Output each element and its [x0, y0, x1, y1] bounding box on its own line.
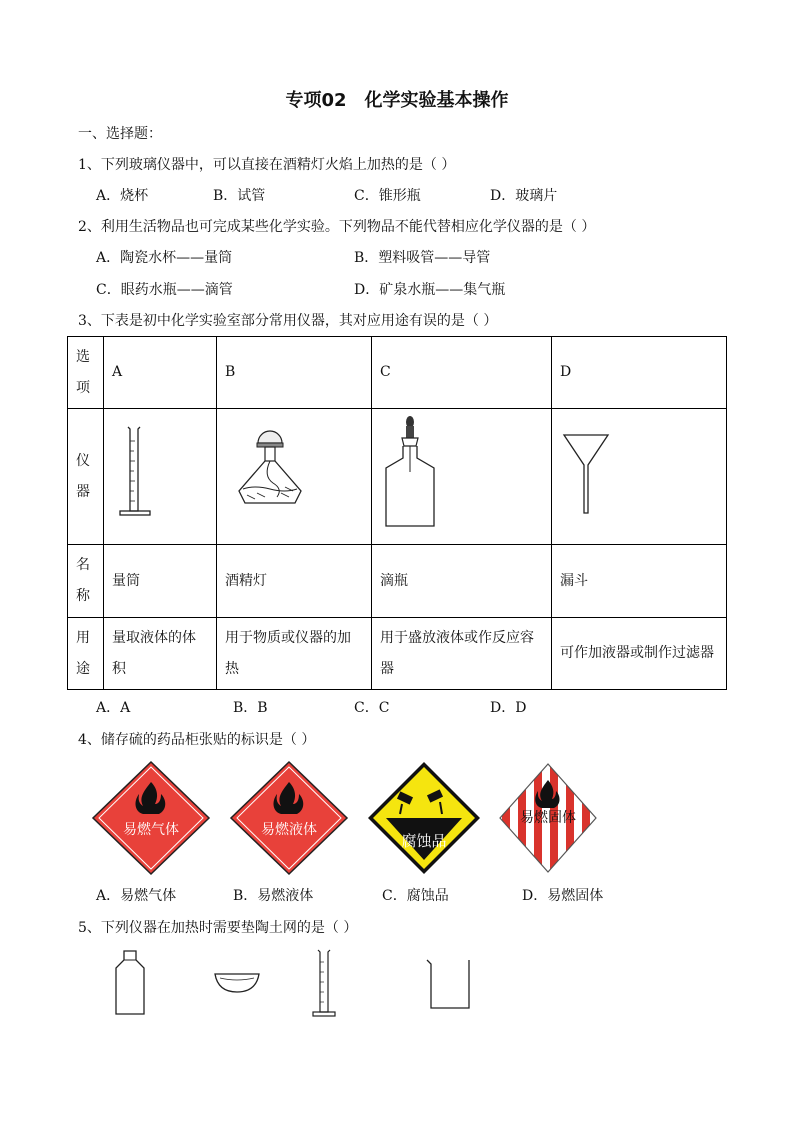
sign-label-gas: 易燃气体: [123, 822, 179, 838]
alcohol-lamp-icon: [225, 421, 315, 521]
cell-option-a: A: [104, 337, 217, 409]
flammable-gas-sign: [91, 760, 211, 876]
cell-image-b: [217, 409, 372, 545]
q1-option-c: C．锥形瓶: [354, 188, 421, 204]
q4-option-b: B．易燃液体: [233, 888, 314, 904]
q1-option-a: A．烧杯: [96, 188, 149, 204]
cell-name-b: 酒精灯: [217, 545, 372, 618]
cell-use-d: 可作加液器或制作过滤器: [552, 618, 727, 690]
cell-option-d: D: [552, 337, 727, 409]
cell-image-a: [104, 409, 217, 545]
q2-stem: 2、利用生活物品也可完成某些化学实验。下列物品不能代替相应化学仪器的是（ ）: [78, 219, 596, 235]
q4-option-c: C．腐蚀品: [382, 888, 449, 904]
q5-stem: 5、下列仪器在加热时需要垫陶土网的是（ ）: [78, 920, 358, 936]
q1-option-b: B．试管: [213, 188, 266, 204]
flammable-solid-sign: [496, 760, 600, 876]
instrument-table: [67, 336, 727, 690]
q2-option-d: D．矿泉水瓶——集气瓶: [354, 282, 506, 298]
cell-use-a: 量取液体的体积: [104, 618, 217, 690]
cell-name-d: 漏斗: [552, 545, 727, 618]
section-heading: 一、选择题：: [78, 126, 162, 142]
sign-label-liquid: 易燃液体: [261, 822, 317, 838]
q3-stem: 3、下表是初中化学实验室部分常用仪器，其对应用途有误的是（ ）: [78, 313, 498, 329]
q2-option-c: C．眼药水瓶——滴管: [96, 282, 233, 298]
row-label-instrument: 仪 器: [68, 409, 104, 545]
graduated-cylinder-icon: [112, 421, 172, 521]
cell-option-c: C: [372, 337, 552, 409]
evaporating-dish-icon: [212, 968, 262, 998]
row-label-name: 名 称: [68, 545, 104, 618]
q4-option-a: A．易燃气体: [96, 888, 177, 904]
cell-use-c: 用于盛放液体或作反应容器: [372, 618, 552, 690]
cell-name-c: 滴瓶: [372, 545, 552, 618]
measuring-cylinder-icon: [310, 948, 340, 1020]
q1-option-d: D．玻璃片: [490, 188, 558, 204]
cell-name-a: 量筒: [104, 545, 217, 618]
q3-option-c: C．C: [354, 700, 390, 716]
q3-option-a: A．A: [96, 700, 131, 716]
corrosive-sign: [366, 760, 482, 876]
sign-label-corrosive: 腐蚀品: [401, 832, 447, 850]
q4-option-d: D．易燃固体: [522, 888, 604, 904]
row-label-use: 用 途: [68, 618, 104, 690]
q4-stem: 4、储存硫的药品柜张贴的标识是（ ）: [78, 732, 316, 748]
funnel-icon: [560, 421, 620, 521]
q3-option-b: B．B: [233, 700, 268, 716]
q1-stem: 1、下列玻璃仪器中，可以直接在酒精灯火焰上加热的是（ ）: [78, 157, 456, 173]
row-label-option: 选 项: [68, 337, 104, 409]
q2-option-b: B．塑料吸管——导管: [354, 250, 491, 266]
reagent-bottle-icon: [112, 948, 148, 1018]
dropper-bottle-icon: [380, 412, 460, 530]
cell-image-d: [552, 409, 727, 545]
flammable-liquid-sign: [229, 760, 349, 876]
page-title: 专项02 化学实验基本操作: [285, 90, 509, 111]
cell-image-c: [372, 409, 552, 545]
q3-option-d: D．D: [490, 700, 527, 716]
cell-option-b: B: [217, 337, 372, 409]
sign-label-solid: 易燃固体: [520, 810, 576, 826]
beaker-icon: [424, 956, 474, 1012]
q2-option-a: A．陶瓷水杯——量筒: [96, 250, 233, 266]
cell-use-b: 用于物质或仪器的加热: [217, 618, 372, 690]
